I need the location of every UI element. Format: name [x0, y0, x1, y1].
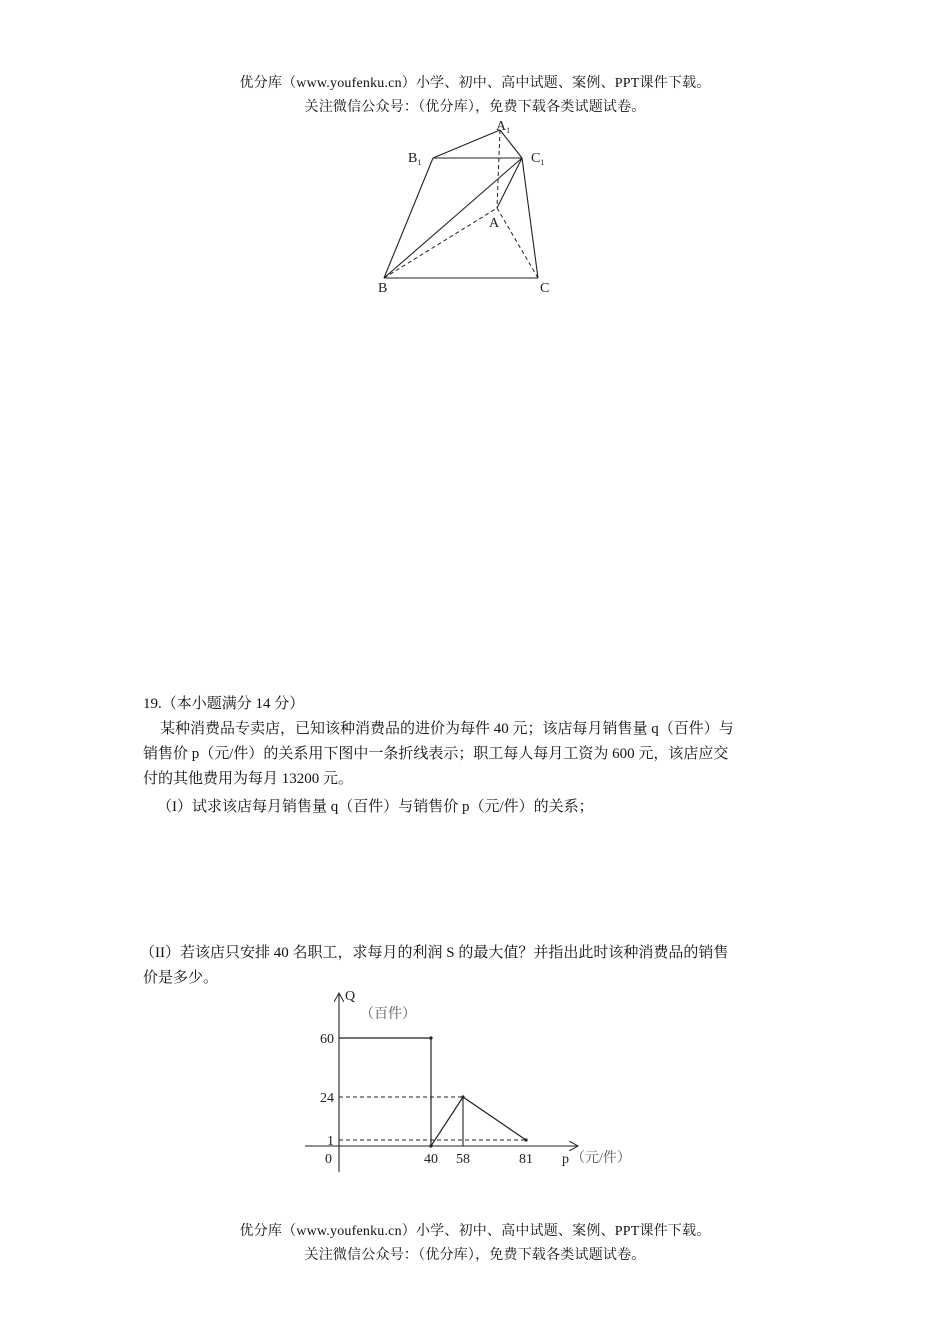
edge-b1-b: [384, 158, 433, 278]
y-tick-label-60: 60: [320, 1032, 334, 1047]
problem-body-line-1: 某种消费品专卖店，已知该种消费品的进价为每件 40 元；该店每月销售量 q（百件）与: [160, 721, 734, 737]
origin-label: 0: [325, 1152, 332, 1167]
data-point-58-24: [461, 1095, 464, 1098]
problem-part-2-line-1: （II）若该店只安排 40 名职工，求每月的利润 S 的最大值？并指出此时该种消费品的销售: [140, 945, 729, 961]
qp-chart: [300, 985, 660, 1180]
label-a: A: [489, 216, 500, 231]
footer-line-2: 关注微信公众号：（优分库），免费下载各类试题试卷。: [304, 1248, 646, 1263]
problem-body-line-3: 付的其他费用为每月 13200 元。: [143, 771, 354, 787]
label-c: C: [540, 281, 550, 296]
x-axis-unit: （元/件）: [571, 1151, 631, 1166]
series-line-q-p: [339, 1038, 526, 1146]
edge-b-c1: [384, 158, 522, 278]
edge-a1-a: [497, 130, 500, 208]
geometry-figure: [380, 118, 570, 298]
header-line-1: 优分库（www.youfenku.cn）小学、初中、高中试题、案例、PPT课件下载。: [239, 76, 711, 91]
problem-body-line-2: 销售价 p（元/件）的关系用下图中一条折线表示；职工每人每月工资为 600 元，该店应交: [143, 746, 729, 762]
x-tick-label-81: 81: [519, 1152, 533, 1167]
y-axis-label: Q: [345, 989, 356, 1004]
data-point-40-0: [429, 1144, 432, 1147]
label-a1: $A_1$: [496, 119, 511, 135]
x-axis-label: p: [562, 1152, 569, 1167]
x-tick-label-58: 58: [456, 1152, 470, 1167]
problem-part-2-line-2: 价是多少。: [143, 970, 219, 986]
problem-title: 19.（本小题满分 14 分）: [143, 696, 305, 712]
y-axis-unit: （百件）: [360, 1007, 416, 1022]
edge-a-c1: [497, 158, 522, 208]
label-b: B: [378, 281, 388, 296]
header-line-2: 关注微信公众号：（优分库），免费下载各类试题试卷。: [304, 100, 646, 115]
x-tick-label-40: 40: [424, 1152, 438, 1167]
edge-b1-a1: [433, 130, 500, 158]
y-tick-label-1: 1: [327, 1134, 334, 1149]
problem-part-1: （I）试求该店每月销售量 q（百件）与销售价 p（元/件）的关系；: [157, 799, 594, 815]
label-c1: $C_1$: [531, 151, 545, 167]
y-tick-label-24: 24: [320, 1091, 334, 1106]
footer-line-1: 优分库（www.youfenku.cn）小学、初中、高中试题、案例、PPT课件下载。: [239, 1224, 711, 1239]
data-point-40-60: [429, 1036, 432, 1039]
edge-b-a: [384, 208, 497, 278]
edge-a1-c1: [500, 130, 522, 158]
edge-c1-c: [522, 158, 538, 278]
data-point-81-1: [524, 1138, 527, 1141]
edge-a-c: [497, 208, 538, 278]
label-b1: $B_1$: [408, 151, 422, 167]
